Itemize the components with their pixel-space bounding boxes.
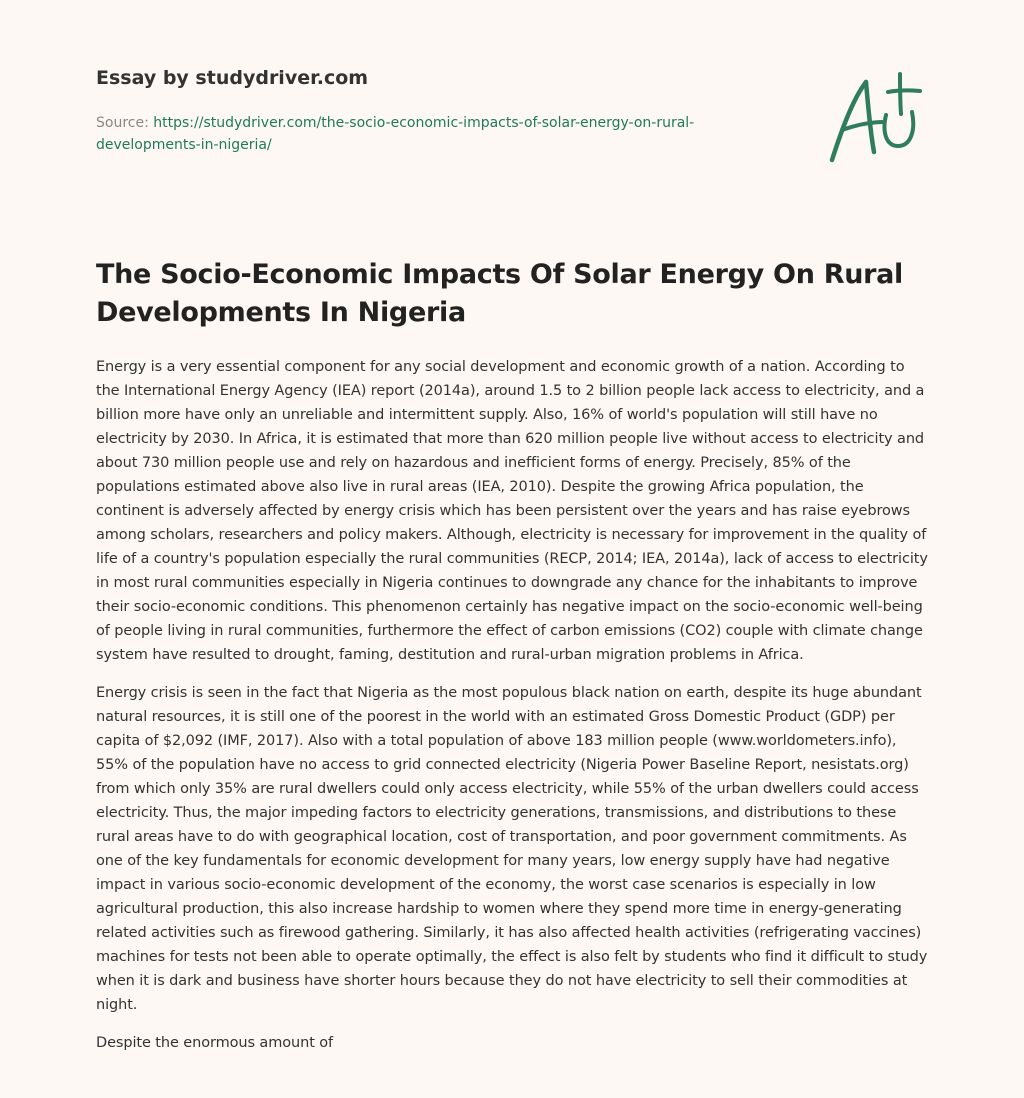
source-line — [96, 112, 776, 156]
source-label: Source: — [96, 115, 149, 131]
page — [96, 0, 928, 1051]
essay-paragraph: Energy crisis is seen in the fact that Nigeria as the most populous black nation on earth, despite its huge abundant natural resources, it is still one of the poorest in the world with an estimated Gross Domestic Product (GDP) per capita of $2,092 (IMF, 2017). Also with a total population of above 183 million people (www.worldometers.info), 55% of the population have no access to grid connected electricity (Nigeria Power Baseline Report, nesistats.org) from which only 35% are rural dwellers could only access electricity, while 55% of the urban dwellers could access electricity. Thus, the major impeding factors to electricity generations, transmissions, and distributions to these rural areas have to do with geographical location, cost of transportation, and poor government commitments. As one of the key fundamentals for economic development for many years, low energy supply have had negative impact in various socio-economic development of the economy, the worst case scenarios is especially in low agricultural production, this also increase hardship to women where they spend more time in energy-generating related activities such as firewood gathering. Similarly, it has also affected health activities (refrigerating vaccines) machines for tests not been able to operate optimally, the effect is also felt by students who find it difficult to study when it is dark and business have shorter hours because they do not have electricity to sell their commodities at night. — [96, 685, 928, 1013]
essay-paragraph: Despite the enormous amount of — [96, 1035, 334, 1051]
source-link-line2: developments-in-nigeria/ — [96, 137, 272, 153]
source-link[interactable] — [96, 115, 694, 153]
essay-paragraph: Energy is a very essential component for any social development and economic growth of a nation. According to the International Energy Agency (IEA) report (2014a), around 1.5 to 2 billion people lack access to electricity, and a billion more have only an unreliable and intermittent supply. Also, 16% of world's population will still have no electricity by 2030. In Africa, it is estimated that more than 620 million people live without access to electricity and about 730 million people use and rely on hazardous and inefficient forms of energy. Precisely, 85% of the populations estimated above also live in rural areas (IEA, 2010). Despite the growing Africa population, the continent is adversely affected by energy crisis which has been persistent over the years and has raise eyebrows among scholars, researchers and policy makers. Although, electricity is necessary for improvement in the quality of life of a country's population especially the rural communities (RECP, 2014; IEA, 2014a), lack of access to electricity in most rural communities especially in Nigeria continues to downgrade any chance for the inhabitants to improve their socio-economic conditions. This phenomenon certainly has negative impact on the socio-economic well-being of people living in rural communities, furthermore the effect of carbon emissions (CO2) couple with climate change system have resulted to drought, faming, destitution and rural-urban migration problems in Africa. — [96, 359, 928, 663]
essay-title: The Socio-Economic Impacts Of Solar Energy On Rural Developments In Nigeria — [96, 259, 904, 328]
a-plus-logo-icon — [824, 70, 924, 165]
site-title: Essay by studydriver.com — [96, 67, 369, 89]
header — [96, 0, 926, 230]
source-link-line1: https://studydriver.com/the-socio-economic-impacts-of-solar-energy-on-rural- — [153, 115, 695, 131]
a-plus-logo-svg — [824, 70, 924, 165]
essay-body — [96, 355, 928, 1069]
